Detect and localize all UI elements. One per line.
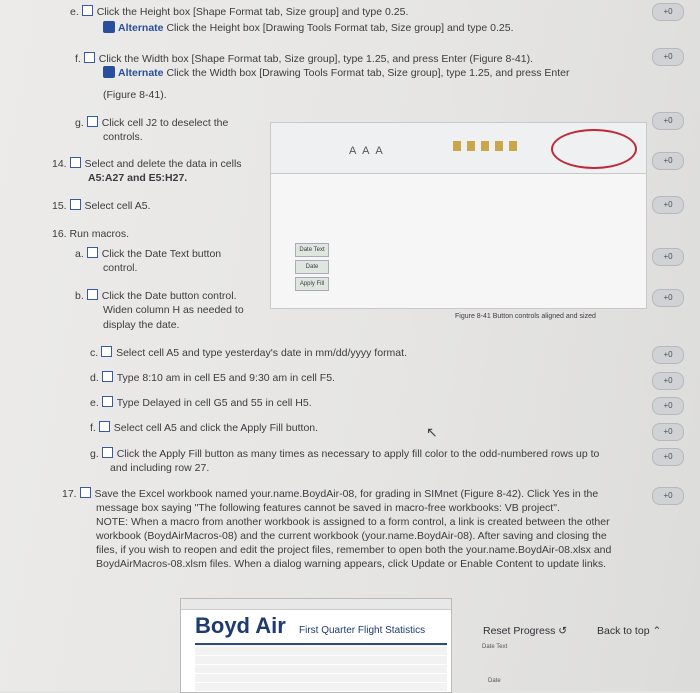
column-header-row <box>181 599 451 610</box>
step-g-deselect: g. Click cell J2 to deselect the <box>75 117 229 129</box>
checkbox[interactable] <box>70 157 81 168</box>
step-15: 15. Select cell A5. <box>52 200 151 212</box>
ribbon-icons <box>453 141 523 151</box>
points-badge: +0 <box>652 152 684 170</box>
step-14: 14. Select and delete the data in cells <box>52 158 242 170</box>
step-16g: g. Click the Apply Fill button as many times as necessary to apply fill color to the odd-numbered rows up to <box>90 448 600 460</box>
step-16d: d. Type 8:10 am in cell E5 and 9:30 am in cell F5. <box>90 372 335 384</box>
spreadsheet-figure <box>180 598 452 693</box>
step-16b-cont2: display the date. <box>103 319 180 331</box>
step-16: 16. Run macros. <box>52 228 130 240</box>
checkbox[interactable] <box>102 371 113 382</box>
checkbox[interactable] <box>99 421 110 432</box>
step-16c: c. Select cell A5 and type yesterday's date in mm/dd/yyyy format. <box>90 347 407 359</box>
step-17-cont: message box saying "The following features cannot be saved in macro-free workbooks: VB project". <box>96 502 560 514</box>
date-button-thumb: Date <box>295 260 329 274</box>
points-badge: +0 <box>652 112 684 130</box>
step-17: 17. Save the Excel workbook named your.name.BoydAir-08, for grading in SIMnet (Figure 8-42). Click Yes in the <box>62 488 599 500</box>
highlight-circle <box>551 129 637 169</box>
points-badge: +0 <box>652 48 684 66</box>
date-text-control: Date Text <box>482 644 508 650</box>
checkbox[interactable] <box>102 396 113 407</box>
checkbox[interactable] <box>70 199 81 210</box>
step-17-note-3: files, if you wish to reopen and edit the project files, remember to open both the your.name.BoydAir-08.xlsx and <box>96 544 612 556</box>
step-e-height: e. Click the Height box [Shape Format tab, Size group] and type 0.25. <box>70 6 409 18</box>
alternate-icon <box>103 66 115 78</box>
points-badge: +0 <box>652 289 684 307</box>
points-badge: +0 <box>652 487 684 505</box>
points-badge: +0 <box>652 3 684 21</box>
font-size-buttons: A A A <box>349 145 385 157</box>
chevron-up-icon: ⌃ <box>652 625 662 637</box>
data-table <box>195 643 447 691</box>
step-g-cont: controls. <box>103 131 143 143</box>
checkbox[interactable] <box>80 487 91 498</box>
alternate-width: Alternate Click the Width box [Drawing Tools Format tab, Size group], type 1.25, and press Enter <box>103 66 570 80</box>
step-16e: e. Type Delayed in cell G5 and 55 in cell H5. <box>90 397 312 409</box>
checkbox[interactable] <box>84 52 95 63</box>
step-16a: a. Click the Date Text button <box>75 248 222 260</box>
sheet-title: Boyd Air <box>195 613 286 638</box>
reset-progress-button[interactable]: Reset Progress ↺ <box>483 625 568 637</box>
alternate-height: Alternate Click the Height box [Drawing Tools Format tab, Size group] and type 0.25. <box>103 21 514 35</box>
back-to-top-button[interactable]: Back to top ⌃ <box>597 625 662 637</box>
step-17-note-2: workbook (BoydAirMacros-08) and the current workbook (your.name.BoydAir-08). After saving and closing the <box>96 530 607 542</box>
points-badge: +0 <box>652 196 684 214</box>
apply-fill-button-thumb: Apply Fill <box>295 277 329 291</box>
ribbon <box>271 123 646 174</box>
checkbox[interactable] <box>87 116 98 127</box>
points-badge: +0 <box>652 448 684 466</box>
step-16g-cont: and including row 27. <box>110 462 210 474</box>
checkbox[interactable] <box>82 5 93 16</box>
points-badge: +0 <box>652 372 684 390</box>
points-badge: +0 <box>652 248 684 266</box>
points-badge: +0 <box>652 346 684 364</box>
step-16f: f. Select cell A5 and click the Apply Fill button. <box>90 422 319 434</box>
date-control: Date <box>488 678 501 684</box>
figure-8-41 <box>270 122 647 309</box>
alternate-icon <box>103 21 115 33</box>
mouse-cursor-icon: ↖ <box>426 424 438 440</box>
date-text-button-thumb: Date Text <box>295 243 329 257</box>
sheet-subtitle: First Quarter Flight Statistics <box>299 625 426 636</box>
step-16b: b. Click the Date button control. <box>75 290 237 302</box>
checkbox[interactable] <box>87 247 98 258</box>
step-17-note: NOTE: When a macro from another workbook is assigned to a form control, a link is created between the other <box>96 516 610 528</box>
alternate-width-cont: (Figure 8-41). <box>103 89 167 101</box>
step-16a-cont: control. <box>103 262 138 274</box>
checkbox[interactable] <box>101 346 112 357</box>
step-f-width: f. Click the Width box [Shape Format tab, Size group], type 1.25, and press Enter (Figure 8-41). <box>75 53 533 65</box>
step-17-note-4: BoydAirMacros-08.xlsm files. When a dialog warning appears, click Update or Enable Content to update links. <box>96 558 607 570</box>
checkbox[interactable] <box>87 289 98 300</box>
figure-caption: Figure 8-41 Button controls aligned and sized <box>455 313 596 320</box>
checkbox[interactable] <box>102 447 113 458</box>
step-14-cont: A5:A27 and E5:H27. <box>88 172 188 184</box>
step-16b-cont: Widen column H as needed to <box>103 304 244 316</box>
points-badge: +0 <box>652 397 684 415</box>
points-badge: +0 <box>652 423 684 441</box>
reset-icon: ↺ <box>558 625 568 637</box>
